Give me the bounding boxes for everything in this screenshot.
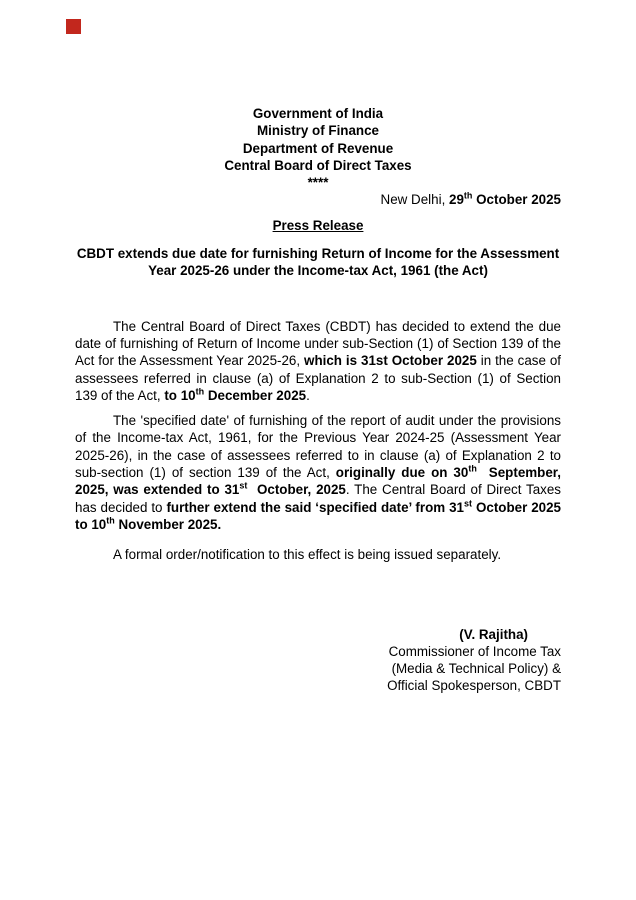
red-marker [66, 19, 81, 34]
signatory-designation: Commissioner of Income Tax [388, 643, 561, 659]
paragraph-3: A formal order/notification to this effect is being issued separately. [113, 547, 502, 563]
signatory-role: Official Spokesperson, CBDT [387, 678, 561, 694]
signatory-department: (Media & Technical Policy) & [391, 661, 561, 677]
signatory-name: (V. Rajitha) [459, 626, 528, 642]
dateline: New Delhi, 29th October 2025 [380, 191, 561, 208]
paragraph-1: The Central Board of Direct Taxes (CBDT) has decided to extend the due date of furnishing of Return of Income under sub-Section (1) of Section 139 of the Act for the Assessment Year 2025-26, which is 31st October 2025 in the case of assessees referred in clause (a) of Explanation 2 to sub-Section (1) of Section 139 of the Act, to 10th December 2025. [75, 318, 562, 403]
document-title: CBDT extends due date for furnishing Return of Income for the Assessment Year 2025-26 under the Income-tax Act, 1961 (the Act) [76, 246, 560, 279]
letterhead: Government of India Ministry of Finance Department of Revenue Central Board of Direct Taxes [224, 106, 412, 173]
press-release-heading: Press Release [272, 217, 364, 233]
document-body [75, 105, 561, 695]
signature-block [75, 626, 561, 695]
paragraph-2: The 'specified date' of furnishing of the report of audit under the provisions of the Income-tax Act, 1961, for the Previous Year 2024-25 (Assessment Year 2025-26), in the case of assessees referred to in clause (a) of Explanation 2 to sub-section (1) of section 139 of the Act, originally due on 30th September, 2025, was extended to 31st October, 2025. The Central Board of Direct Taxes has decided to further extend the said ‘specified date’ from 31st October 2025 to 10th November 2025. [75, 413, 562, 532]
separator-stars: **** [307, 175, 329, 191]
